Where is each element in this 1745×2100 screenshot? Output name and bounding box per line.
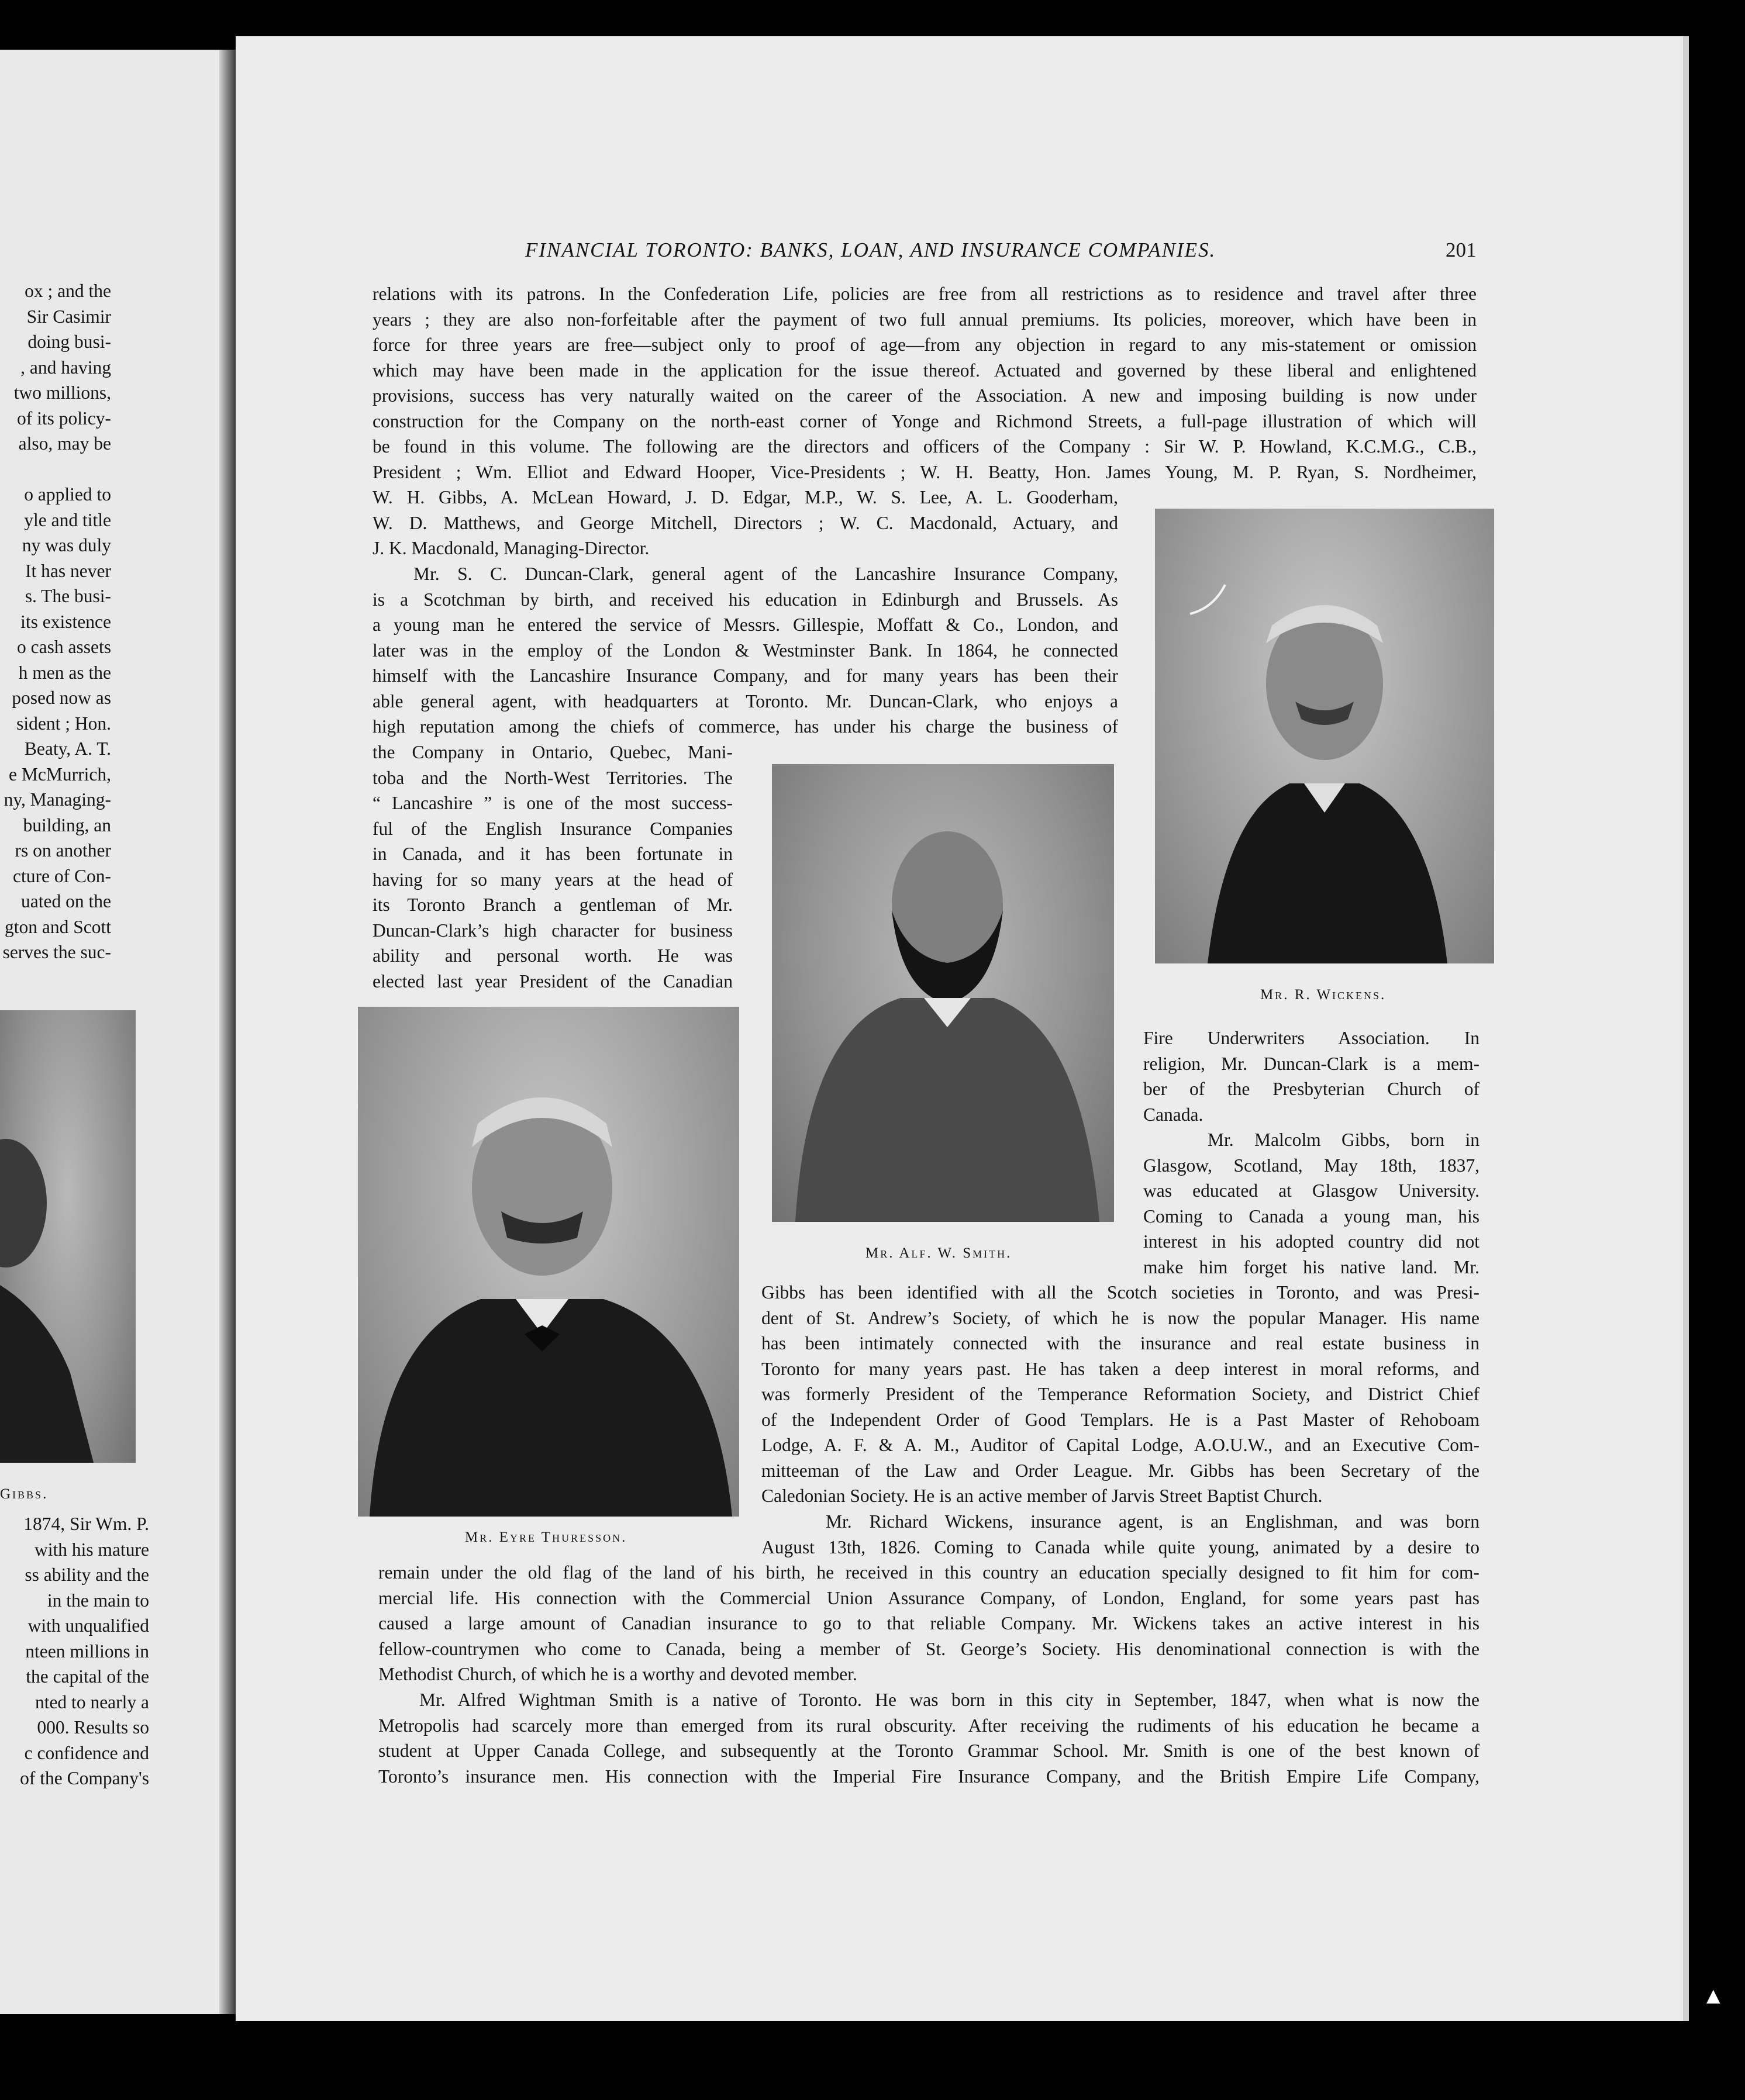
text-line: make him forget his native land. Mr.: [1143, 1256, 1480, 1277]
text-line: Mr. Alfred Wightman Smith is a native of Toronto. He was born in this city in September, 1847, when what is now the: [419, 1690, 1480, 1710]
text-line: ny was duly: [22, 535, 111, 555]
text-line: elected last year President of the Canadian: [373, 970, 733, 992]
paragraph-wickens-cont: [378, 1560, 1480, 1687]
text-line: ny, Managing-: [4, 789, 111, 810]
text-line: ful of the English Insurance Companies: [373, 818, 733, 839]
text-line: “ Lancashire ” is one of the most success-: [373, 793, 733, 813]
running-header: FINANCIAL TORONTO: BANKS, LOAN, AND INSURANCE COMPANIES.: [525, 239, 1216, 261]
text-line: 1874, Sir Wm. P.: [23, 1514, 149, 1534]
text-line: of its policy-: [17, 407, 111, 429]
text-line: h men as the: [18, 662, 111, 683]
text-line: with his mature: [35, 1539, 149, 1560]
portrait-thuresson: [358, 1007, 739, 1517]
text-line: having for so many years at the head of: [373, 869, 733, 890]
wickens-figure: [1155, 509, 1494, 963]
text-line: Lodge, A. F. & A. M., Auditor of Capital Lodge, A.O.U.W., and an Executive Com-: [761, 1435, 1480, 1455]
text-line: religion, Mr. Duncan-Clark is a mem-: [1143, 1053, 1480, 1074]
text-line: also, may be: [18, 433, 111, 454]
text-line: o applied to: [24, 484, 111, 505]
text-line: nteen millions in: [25, 1640, 149, 1662]
text-line: c confidence and: [24, 1742, 149, 1763]
text-line: [0, 457, 111, 482]
text-line: able general agent, with headquarters at Toronto. Mr. Duncan-Clark, who enjoys a: [373, 690, 1118, 711]
text-line: Mr. Richard Wickens, insurance agent, is an Englishman, and was born: [826, 1511, 1480, 1532]
text-line: cture of Con-: [13, 865, 111, 886]
left-page-text-bottom: [0, 1511, 149, 1791]
smith-figure: [772, 764, 1114, 1222]
text-line: August 13th, 1826. Coming to Canada while quite young, animated by a desire to: [761, 1536, 1480, 1557]
text-line: It has never: [25, 560, 111, 581]
paragraph-confederation: [373, 281, 1477, 485]
thuresson-figure: [358, 1007, 739, 1517]
text-line: years ; they are also non-forfeitable after the payment of two full annual premiums. Its policies, moreover, which have been in: [373, 309, 1477, 330]
text-line: student at Upper Canada College, and subsequently at the Toronto Grammar School. Mr. Smith is one of the best known of: [378, 1740, 1480, 1761]
text-line: has been intimately connected with the insurance and real estate business in: [761, 1333, 1480, 1353]
text-line: Duncan-Clark’s high character for business: [373, 920, 733, 941]
text-line: toba and the North-West Territories. The: [373, 767, 733, 788]
left-page-caption: Gibbs.: [0, 1486, 49, 1502]
text-line: construction for the Company on the north-east corner of Yonge and Richmond Streets, a full-page illustration of which will: [373, 410, 1477, 431]
text-line: provisions, success has very naturally waited on the career of the Association. A new and imposing building is now under: [373, 385, 1477, 406]
text-line: relations with its patrons. In the Confederation Life, policies are free from all restrictions as to residence and travel after three: [373, 284, 1477, 304]
text-line: mitteeman of the Law and Order League. Mr. Gibbs has been Secretary of the: [761, 1460, 1480, 1481]
paragraph-smith: [378, 1687, 1480, 1789]
text-line: ss ability and the: [25, 1564, 149, 1585]
text-line: fellow-countrymen who come to Canada, being a member of St. George’s Society. His denominational connection is with the: [378, 1638, 1480, 1659]
text-line: in the main to: [47, 1590, 149, 1611]
page-number: 201: [1446, 239, 1477, 261]
left-page-portrait: [0, 1010, 136, 1463]
portrait-wickens: [1155, 509, 1494, 963]
left-portrait-figure: [0, 1010, 136, 1463]
text-line: serves the suc-: [2, 942, 111, 962]
text-line: ox ; and the: [25, 281, 111, 301]
text-line: uated on the: [21, 891, 111, 911]
text-line: posed now as: [12, 688, 111, 708]
text-line: force for three years are free—subject only to proof of age—from any objection in regard to any mis-statement or omission: [373, 334, 1477, 355]
text-line: later was in the employ of the London & Westminster Bank. In 1864, he connected: [373, 640, 1118, 661]
text-line: nted to nearly a: [35, 1691, 149, 1712]
portrait-smith: [772, 764, 1114, 1222]
text-line: the Company in Ontario, Quebec, Mani-: [373, 742, 733, 762]
text-line: Mr. S. C. Duncan-Clark, general agent of the Lancashire Insurance Company,: [413, 564, 1118, 584]
text-line: with unqualified: [27, 1615, 149, 1636]
text-line: Canada.: [1143, 1104, 1203, 1125]
text-line: high reputation among the chiefs of commerce, has under his charge the business of: [373, 716, 1118, 737]
paragraph-duncan-clark-end: [1143, 1025, 1480, 1127]
text-line: Glasgow, Scotland, May 18th, 1837,: [1143, 1155, 1480, 1176]
text-line: its Toronto Branch a gentleman of Mr.: [373, 894, 733, 915]
text-line: J. K. Macdonald, Managing-Director.: [373, 538, 650, 558]
paragraph-confederation-cont: [373, 485, 1118, 561]
text-line: Toronto for many years past. He has taken a deep interest in moral reforms, and: [761, 1358, 1480, 1379]
text-line: e McMurrich,: [9, 764, 111, 785]
text-line: a young man he entered the service of Messrs. Gillespie, Moffatt & Co., London, and: [373, 614, 1118, 635]
text-line: was educated at Glasgow University.: [1143, 1180, 1480, 1201]
text-line: mercial life. His connection with the Commercial Union Assurance Company, of London, England, for some years past has: [378, 1587, 1480, 1608]
text-line: gton and Scott: [5, 916, 111, 937]
text-line: himself with the Lancashire Insurance Company, and for many years has been their: [373, 665, 1118, 686]
caption-thuresson: Mr. Eyre Thuresson.: [465, 1529, 627, 1545]
text-line: in Canada, and it has been fortunate in: [373, 844, 733, 864]
text-line: remain under the old flag of the land of his birth, he received in this country an education specially designed to fit him for com-: [378, 1562, 1480, 1583]
text-line: ber of the Presbyterian Church of: [1143, 1079, 1480, 1099]
text-line: Sir Casimir: [26, 306, 111, 327]
text-line: of the Company's: [20, 1768, 149, 1788]
text-line: interest in his adopted country did not: [1143, 1231, 1480, 1252]
text-line: building, an: [23, 814, 111, 835]
text-line: of the Independent Order of Good Templars. He is a Past Master of Rehoboam: [761, 1409, 1480, 1430]
text-line: Metropolis had scarcely more than emerged from its rural obscurity. After receiving the rudiments of his education he became a: [378, 1715, 1480, 1736]
paragraph-gibbs-cont: [761, 1280, 1480, 1509]
text-line: Methodist Church, of which he is a worthy and devoted member.: [378, 1664, 857, 1684]
corner-mark: ▲: [1702, 1982, 1725, 2009]
text-line: was formerly President of the Temperance Reformation Society, and District Chief: [761, 1384, 1480, 1404]
text-line: President ; Wm. Elliot and Edward Hooper, Vice-Presidents ; W. H. Beatty, Hon. James Young, M. P. Ryan, S. Nordheimer,: [373, 461, 1477, 482]
text-line: o cash assets: [17, 637, 111, 657]
text-line: Coming to Canada a young man, his: [1143, 1206, 1480, 1227]
text-line: rs on another: [15, 840, 111, 861]
text-line: caused a large amount of Canadian insurance to go to that reliable Company. Mr. Wickens takes an active interest in his: [378, 1613, 1480, 1633]
page-edge: [1683, 36, 1689, 2021]
text-line: Gibbs has been identified with all the Scotch societies in Toronto, and was Presi-: [761, 1282, 1480, 1303]
text-line: ability and personal worth. He was: [373, 945, 733, 966]
text-line: Toronto’s insurance men. His connection with the Imperial Fire Insurance Company, and the British Empire Life Company,: [378, 1766, 1480, 1787]
text-line: Mr. Malcolm Gibbs, born in: [1208, 1130, 1480, 1150]
text-line: yle and title: [24, 509, 111, 530]
paragraph-gibbs: [1143, 1127, 1480, 1280]
paragraph-duncan-clark: [373, 561, 1118, 740]
text-line: two millions,: [13, 382, 111, 403]
text-line: be found in this volume. The following are the directors and officers of the Company : Sir W. P. Howland, K.C.M.G., C.B.,: [373, 436, 1477, 457]
text-line: W. H. Gibbs, A. McLean Howard, J. D. Edgar, M.P., W. S. Lee, A. L. Gooderham,: [373, 487, 1118, 507]
text-line: its existence: [20, 611, 111, 632]
text-line: Fire Underwriters Association. In: [1143, 1028, 1480, 1048]
text-line: Beaty, A. T.: [24, 738, 111, 759]
caption-wickens: Mr. R. Wickens.: [1260, 987, 1387, 1003]
text-line: sident ; Hon.: [16, 713, 111, 734]
text-line: doing busi-: [27, 331, 111, 352]
paragraph-duncan-clark-cont: [373, 740, 733, 994]
caption-smith: Mr. Alf. W. Smith.: [865, 1245, 1012, 1261]
paragraph-wickens: [761, 1509, 1480, 1560]
text-line: the capital of the: [26, 1666, 149, 1687]
text-line: s. The busi-: [25, 586, 111, 606]
text-line: 000. Results so: [37, 1717, 149, 1738]
text-line: Caledonian Society. He is an active member of Jarvis Street Baptist Church.: [761, 1486, 1323, 1506]
text-line: , and having: [20, 357, 111, 378]
text-line: is a Scotchman by birth, and received his education in Edinburgh and Brussels. As: [373, 589, 1118, 610]
left-page-text-top: [0, 278, 111, 965]
text-line: which may have been made in the application for the issue thereof. Actuated and governed by these liberal and enlightened: [373, 360, 1477, 381]
gutter-shadow: [219, 50, 236, 2014]
text-line: dent of St. Andrew’s Society, of which he is now the popular Manager. His name: [761, 1307, 1480, 1328]
text-line: W. D. Matthews, and George Mitchell, Directors ; W. C. Macdonald, Actuary, and: [373, 512, 1118, 533]
